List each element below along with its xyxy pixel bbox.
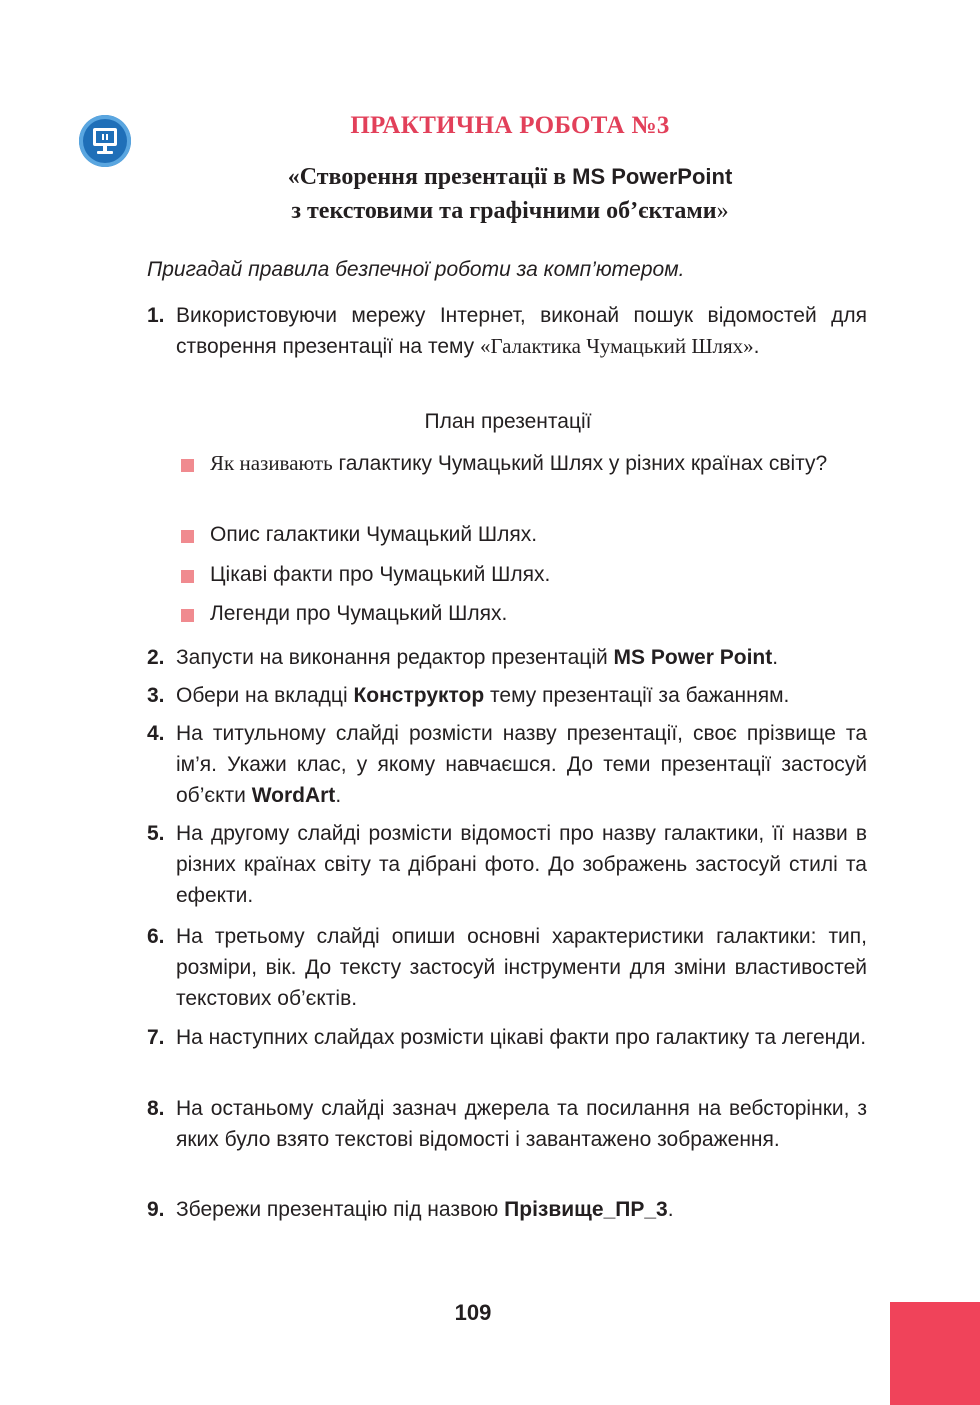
intro-text: Пригадай правила безпечної роботи за комп’ютером. [147,258,685,281]
plan-item: Цікаві факти про Чумацький Шлях. [181,559,871,590]
bullet-square-icon [181,609,194,622]
task-3: 3. Обери на вкладці Конструктор тему презентації за бажанням. [147,684,790,707]
page-title: ПРАКТИЧНА РОБОТА №3 [350,112,670,139]
page-number: 109 [454,1300,492,1325]
bullet-square-icon [181,570,194,583]
task-1: 1. Використовуючи мережу Інтернет, виконай пошук відомостей для створення презентації на тему «Галактика Чумацький Шлях». [147,304,867,358]
task-4: 4. На титульному слайді розмісти назву презентації, своє прізвище та ім’я. Укажи клас, у якому навчаєшся. До теми презентації застосуй об’єкти WordArt. [147,722,867,807]
task-8: 8. На останьому слайді зазнач джерела та посилання на вебсторінки, з яких було взято текстові відомості і завантажено зображення. [147,1097,867,1151]
plan-item: Опис галактики Чумацький Шлях. [181,519,871,550]
subtitle-line-2: з текстовими та графічними об’єктами» [291,198,729,224]
subtitle-line-1: «Створення презентації в MS PowerPoint [287,164,733,190]
bullet-square-icon [181,459,194,472]
task-6: 6. На третьому слайді опиши основні характеристики галактики: тип, розміри, вік. До тексту застосуй інструменти для зміни властивостей текстових об’єктів. [147,925,867,1010]
task-7: 7. На наступних слайдах розмісти цікаві факти про галактику та легенди. [147,1026,867,1049]
task-9: 9. Збережи презентацію під назвою Прізвище_ПР_3. [147,1198,674,1221]
corner-tab [890,1302,980,1405]
task-2: 2. Запусти на виконання редактор презентацій MS Power Point. [147,646,779,669]
bullet-square-icon [181,530,194,543]
plan-item: Легенди про Чумацький Шлях. [181,598,871,629]
plan-title: План презентації [424,410,592,433]
plan-item: Як називають галактику Чумацький Шлях у різних країнах світу? [181,448,871,479]
task-5: 5. На другому слайді розмісти відомості про назву галактики, її назви в різних країнах світу та дібрані фото. До зображень застосуй стилі та ефекти. [147,822,867,907]
